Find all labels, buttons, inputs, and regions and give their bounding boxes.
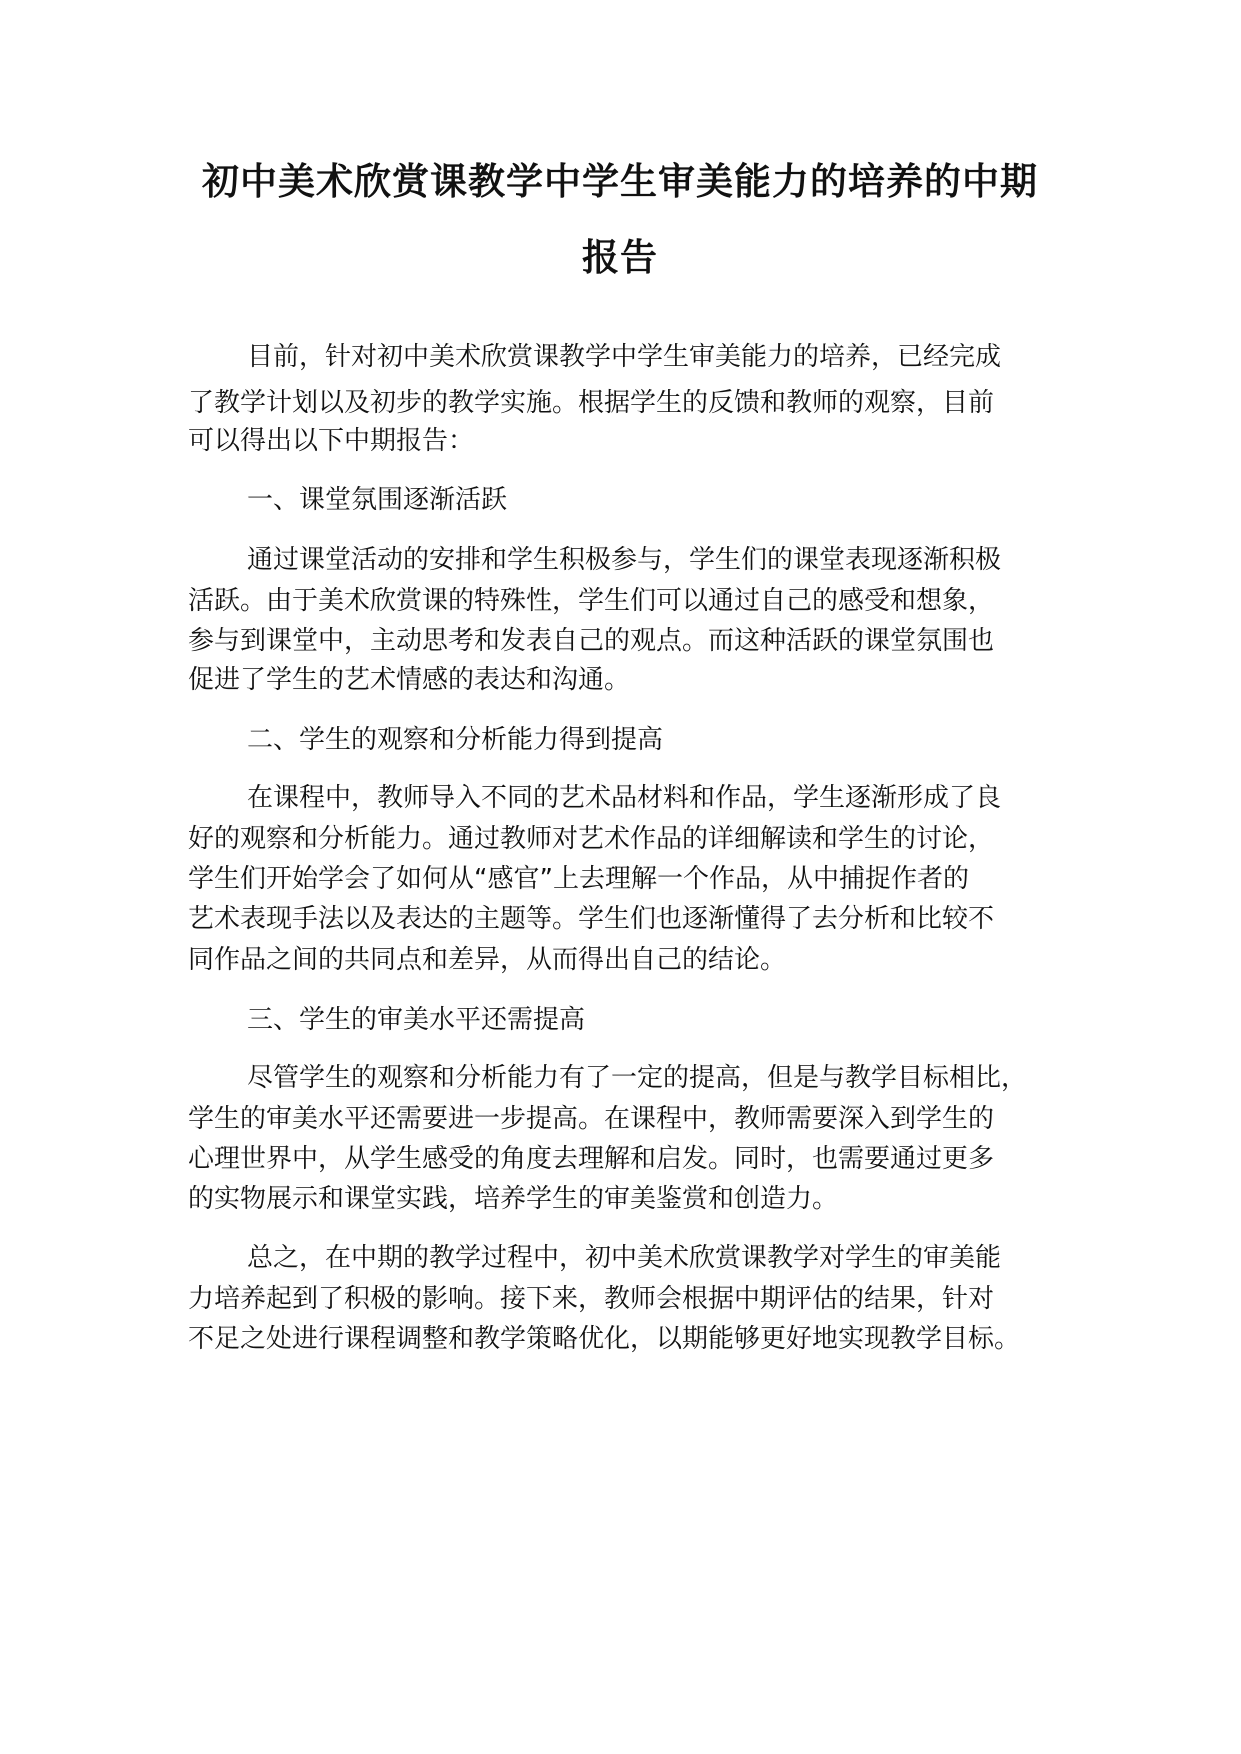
paragraph-line: 促进了学生的艺术情感的表达和沟通。 bbox=[188, 665, 631, 695]
document-title-line-1: 初中美术欣赏课教学中学生审美能力的培养的中期 bbox=[202, 160, 1038, 203]
paragraph-line: 学生们开始学会了如何从“感官”上去理解一个作品，从中捕捉作者的 bbox=[188, 864, 969, 894]
section-heading-3: 三、学生的审美水平还需提高 bbox=[247, 1005, 586, 1035]
paragraph-line: 艺术表现手法以及表达的主题等。学生们也逐渐懂得了去分析和比较不 bbox=[188, 904, 995, 934]
paragraph-line: 力培养起到了积极的影响。接下来，教师会根据中期评估的结果，针对 bbox=[188, 1284, 995, 1314]
paragraph-line: 总之，在中期的教学过程中，初中美术欣赏课教学对学生的审美能 bbox=[247, 1243, 1002, 1273]
paragraph-line: 尽管学生的观察和分析能力有了一定的提高，但是与教学目标相比， bbox=[247, 1063, 1028, 1093]
paragraph-line: 参与到课堂中，主动思考和发表自己的观点。而这种活跃的课堂氛围也 bbox=[188, 626, 995, 656]
paragraph-line: 了教学计划以及初步的教学实施。根据学生的反馈和教师的观察，目前 bbox=[188, 388, 995, 418]
paragraph-line: 好的观察和分析能力。通过教师对艺术作品的详细解读和学生的讨论， bbox=[188, 824, 995, 854]
paragraph-line: 在课程中，教师导入不同的艺术品材料和作品，学生逐渐形成了良 bbox=[247, 783, 1002, 813]
section-heading-1: 一、课堂氛围逐渐活跃 bbox=[247, 485, 508, 515]
paragraph-line: 的实物展示和课堂实践，培养学生的审美鉴赏和创造力。 bbox=[188, 1184, 839, 1214]
paragraph-line: 学生的审美水平还需要进一步提高。在课程中，教师需要深入到学生的 bbox=[188, 1104, 995, 1134]
paragraph-line: 可以得出以下中期报告： bbox=[188, 426, 475, 456]
paragraph-line: 目前，针对初中美术欣赏课教学中学生审美能力的培养，已经完成 bbox=[247, 342, 1002, 372]
document-title-line-2: 报告 bbox=[582, 236, 658, 279]
paragraph-line: 通过课堂活动的安排和学生积极参与，学生们的课堂表现逐渐积极 bbox=[247, 545, 1002, 575]
paragraph-line: 活跃。由于美术欣赏课的特殊性，学生们可以通过自己的感受和想象， bbox=[188, 586, 995, 616]
paragraph-line: 同作品之间的共同点和差异，从而得出自己的结论。 bbox=[188, 945, 787, 975]
paragraph-line: 心理世界中，从学生感受的角度去理解和启发。同时，也需要通过更多 bbox=[188, 1144, 995, 1174]
paragraph-line: 不足之处进行课程调整和教学策略优化，以期能够更好地实现教学目标。 bbox=[188, 1324, 1021, 1354]
section-heading-2: 二、学生的观察和分析能力得到提高 bbox=[247, 725, 664, 755]
